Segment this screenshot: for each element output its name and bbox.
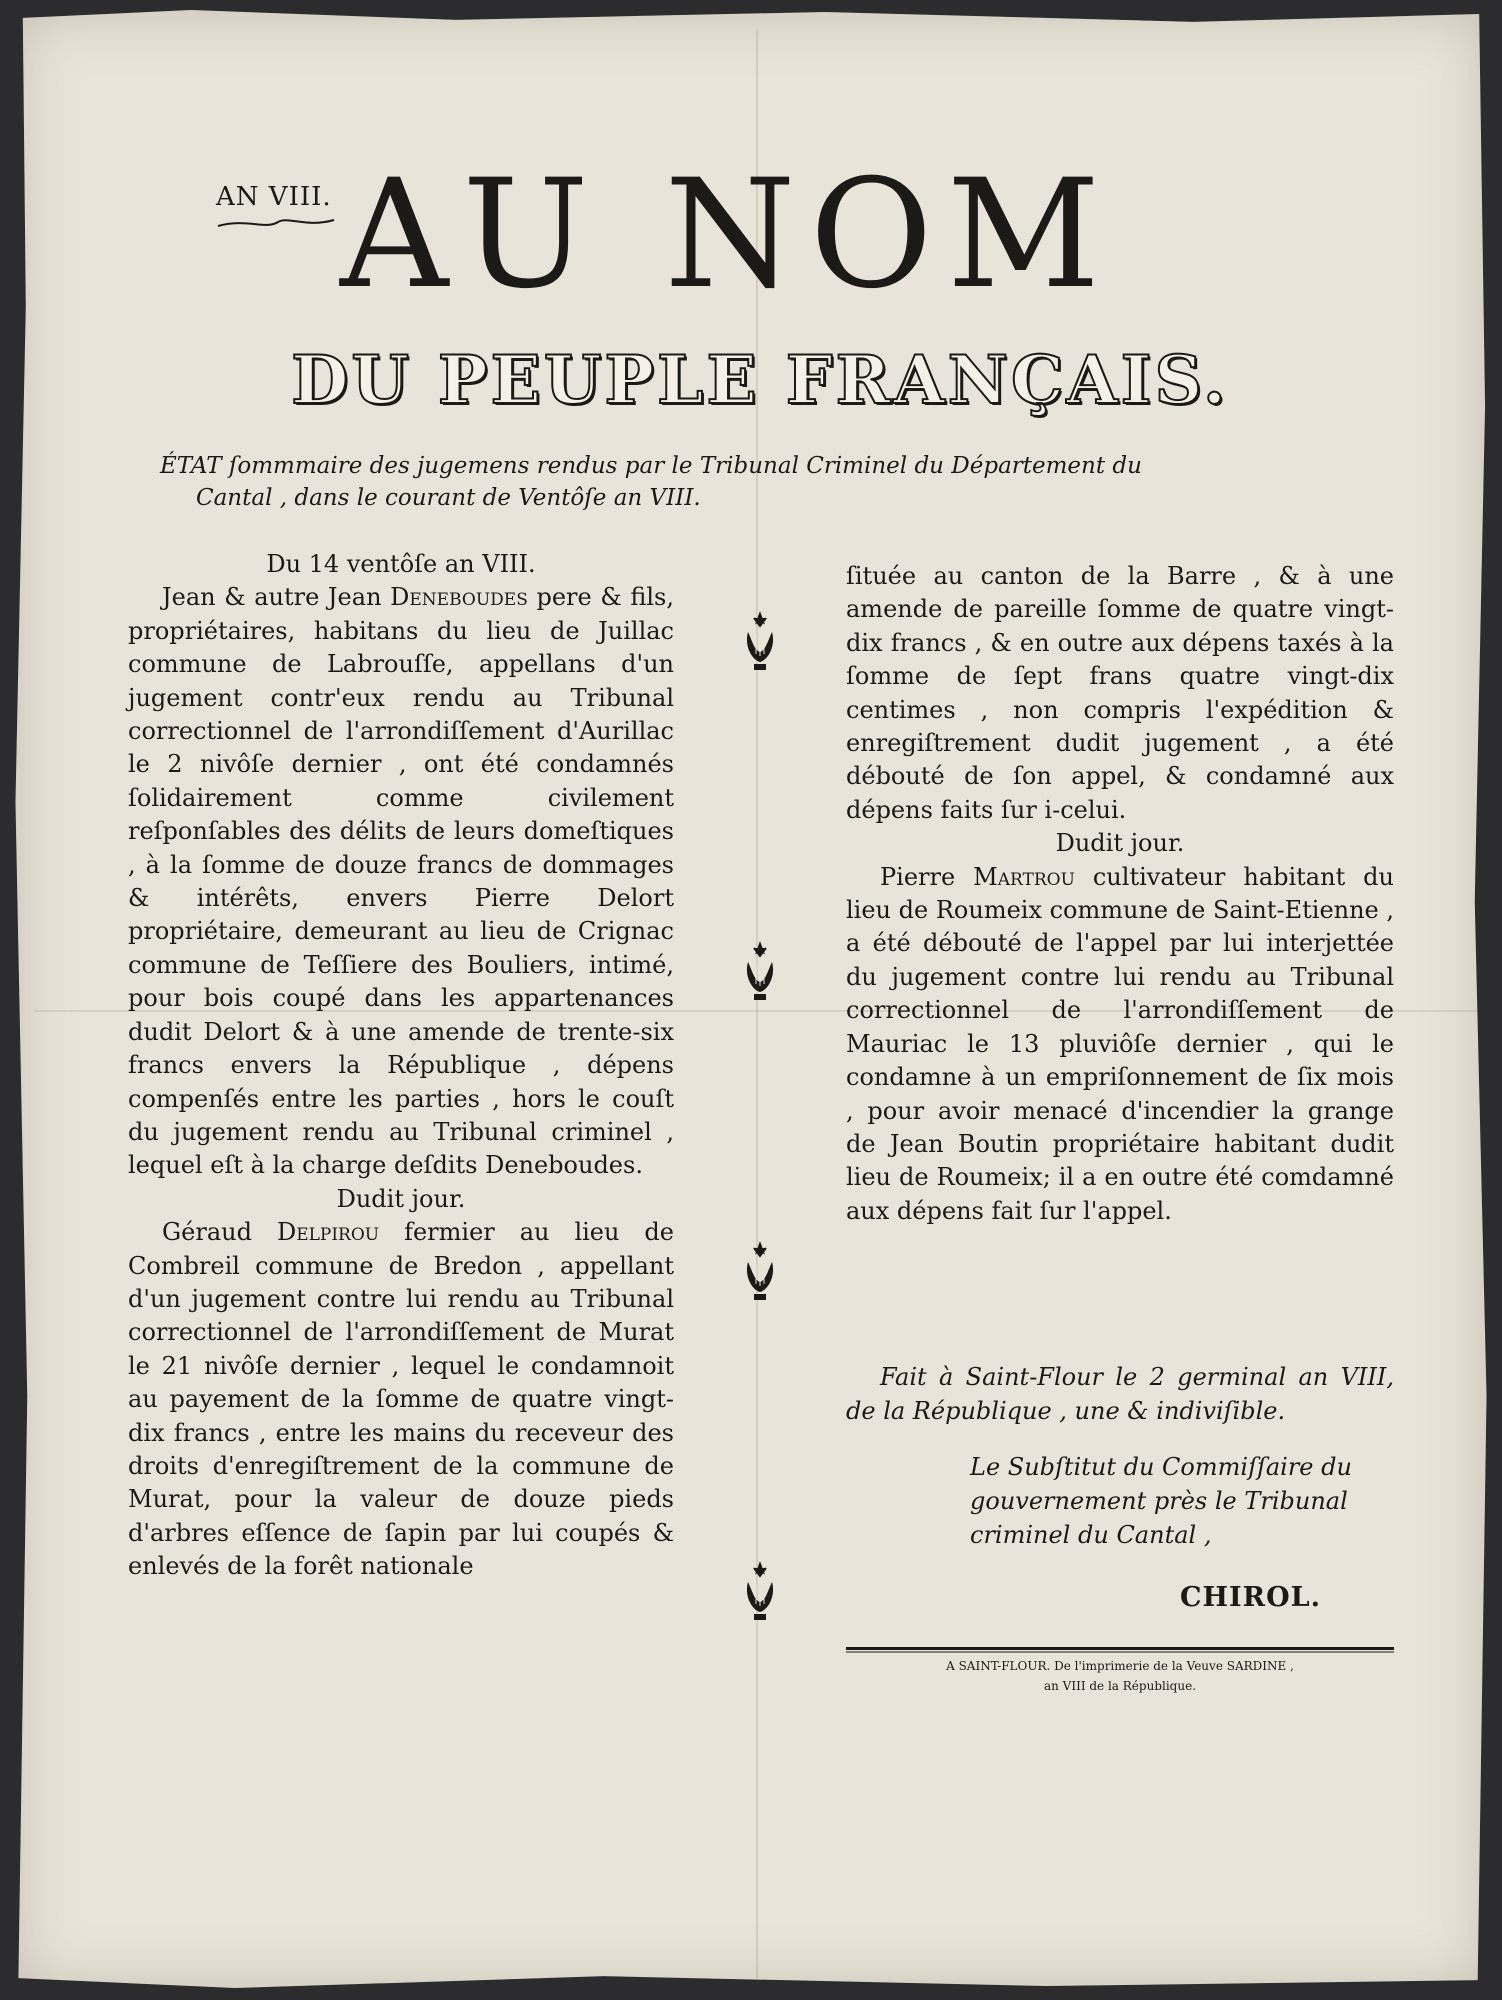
judgment-paragraph: Pierre Martrou cultivateur habitant du lieu de Roumeix commune de Saint-Etienne , a été débouté de l'appel par lui interjettée du jugement contre lui rendu au Tribunal correctionnel de l'arrondiſſement de Mauriac le 13 pluviôſe dernier , qui le condamne à un empriſonnement de ſix mois , pour avoir menacé d'incendier la grange de Jean Boutin propriétaire habitant dudit lieu de Roumeix; il a en outre été comdamné aux dépens fait ſur l'appel. (846, 862, 1395, 1225)
defendant-name: Deneboudes (390, 583, 528, 612)
closing-block (846, 1360, 1394, 1552)
document-summary (160, 450, 1390, 520)
right-column (846, 560, 1394, 1228)
double-rule-divider (846, 1647, 1394, 1653)
lyre-icon (740, 1560, 780, 1630)
defendant-name: Delpirou (276, 1218, 380, 1247)
swash-underline-icon (216, 216, 336, 230)
signer-name: CHIROL. (1180, 1582, 1321, 1613)
judgment-paragraph: Géraud Delpirou fermier au lieu de Combreil commune de Bredon , appellant d'un jugement contre lui rendu au Tribunal correctionnel de l'arrondiſſement de Murat le 21 nivôſe dernier , lequel le condamnoit au payement de la ſomme de quatre vingt-dix francs , entre les mains du receveur des droits d'enregiſtrement de la commune de Murat, pour la valeur de douze pieds d'arbres eſſence de ſapin par lui coupés & enlevés de la forêt nationale (128, 1218, 675, 1581)
section-heading: Dudit jour. (1055, 829, 1185, 858)
judgment-continuation: ſituée au canton de la Barre , & à une amende de pareille ſomme de quatre vingt-dix francs , & en outre aux dépens taxés à la ſomme de ſept frans quatre vingt-dix centimes , non compris l'expédition & enregiſtrement dudit jugement , a été débouté de ſon appel, & condamné aux dépens faits ſur i-celui. (846, 562, 1394, 824)
page-title: AU NOM (340, 148, 1115, 322)
lyre-icon (740, 1240, 780, 1310)
signer-title: Le Subſtitut du Commiſſaire du gouvernement près le Tribunal criminel du Cantal , (970, 1453, 1352, 1549)
defendant-name: Martrou (973, 862, 1075, 891)
place-date: Fait à Saint-Flour le 2 germinal an VIII, de la République , une & indiviſible. (846, 1363, 1394, 1425)
summary-line-1: ÉTAT ſommmaire des jugemens rendus par le Tribunal Criminel du Département du (160, 453, 1142, 479)
year-tag: AN VIII. (216, 182, 346, 232)
section-heading: Dudit jour. (336, 1184, 466, 1213)
section-heading: Du 14 ventôſe an VIII. (266, 550, 536, 578)
page-subtitle: DU PEUPLE FRANÇAIS. (291, 341, 1229, 419)
lyre-icon (740, 610, 780, 680)
printer-imprint: A SAINT-FLOUR. De l'imprimerie de la Veuve SARDINE , an VIII de la République. (946, 1659, 1294, 1693)
summary-line-2: Cantal , dans le courant de Ventôſe an VIII. (196, 485, 701, 511)
left-column (128, 548, 674, 1584)
judgment-paragraph: Jean & autre Jean Deneboudes pere & fils, propriétaires, habitans du lieu de Juillac commune de Labrouſſe, appellans d'un jugement contr'eux rendu au Tribunal correctionnel de l'arrondiſſement d'Aurillac le 2 nivôſe dernier , ont été condamnés ſolidairement comme civilement reſponſables des délits de leurs domeſtiques , à la ſomme de douze francs de dommages & intérêts, envers Pierre Delort propriétaire, demeurant au lieu de Crignac commune de Teſſiere des Bouliers, intimé, pour bois coupé dans les appartenances dudit Delort & à une amende de trente-six francs envers la République , dépens compenſés entre les parties , hors le couſt du jugement rendu au Tribunal criminel , lequel eſt à la charge deſdits Deneboudes. (128, 583, 674, 1180)
lyre-icon (740, 940, 780, 1010)
